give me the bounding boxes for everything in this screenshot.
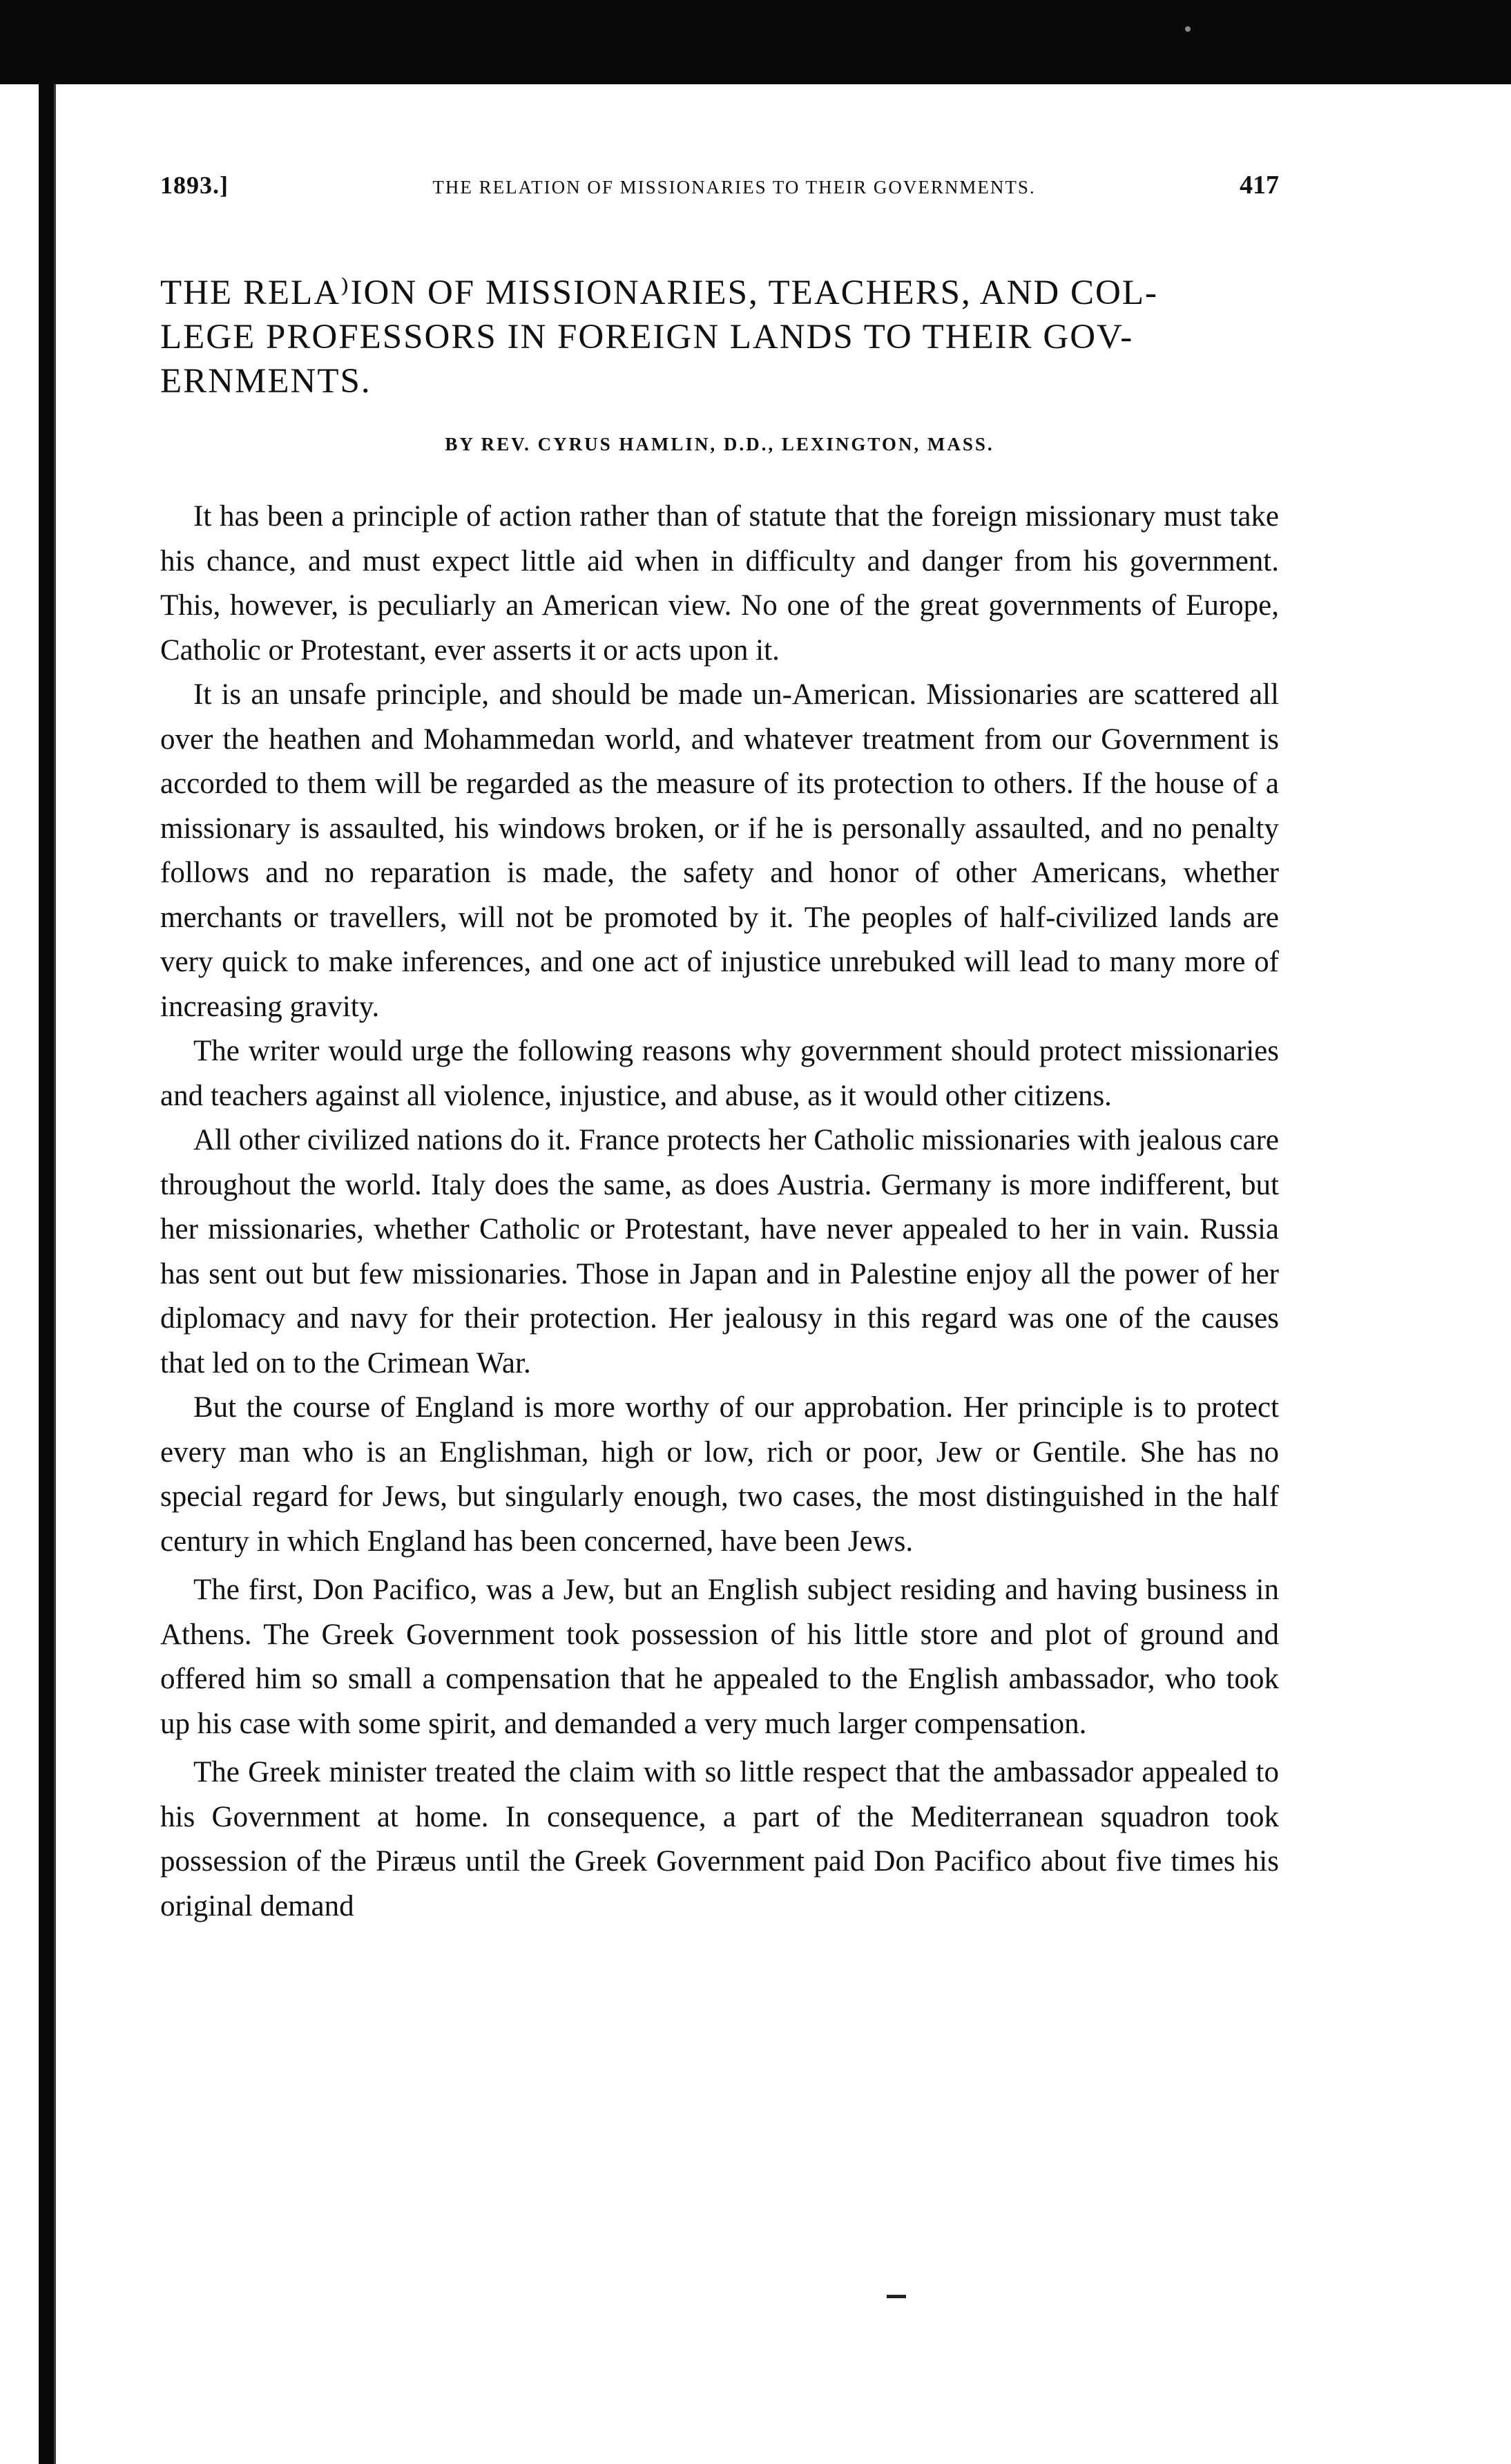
ink-mark: [887, 2295, 906, 2298]
byline: BY REV. CYRUS HAMLIN, D.D., LEXINGTON, MASS.: [445, 434, 994, 455]
running-head-year: 1893.]: [160, 171, 229, 199]
scan-left-border: [39, 84, 54, 2464]
article-title-line: LEGE PROFESSORS IN FOREIGN LANDS TO THEIR GOV-: [160, 318, 1134, 356]
body-paragraph: It has been a principle of action rather than of statute that the foreign missionary must take his chance, and must expect little aid when in difficulty and danger from his government. This, however, is peculiarly an American view. No one of the great governments of Europe, Catholic or Protestant, ever asserts it or acts upon it.: [160, 500, 1279, 667]
article-title-line: ERNMENTS.: [160, 362, 372, 401]
body-paragraph: But the course of England is more worthy of our approbation. Her principle is to protect every man who is an Englishman, high or low, rich or poor, Jew or Gentile. She has no special regard for Jews, but singularly enough, two cases, the most distinguished in the half century in which England has been concerned, have been Jews.: [160, 1391, 1279, 1558]
body-paragraph: The Greek minister treated the claim with so little respect that the ambassador appealed to his Government at home. In consequence, a part of the Mediterranean squadron took possession of the Piræus until the Greek Government paid Don Pacifico about five times his original demand: [160, 1756, 1279, 1922]
article-title: [160, 271, 1279, 403]
running-head: [160, 170, 1279, 204]
running-head-title: THE RELATION OF MISSIONARIES TO THEIR GOVERNMENTS.: [432, 177, 1036, 198]
scan-left-border-edge: [54, 84, 56, 2464]
document-page: [160, 0, 1279, 2464]
article-body: [160, 495, 1279, 1929]
body-paragraph: All other civilized nations do it. France protects her Catholic missionaries with jealous care throughout the world. Italy does the same, as does Austria. Germany is more indifferent, but her missionaries, whether Catholic or Protestant, have never appealed to her in vain. Russia has sent out but few missionaries. Those in Japan and in Palestine enjoy all the power of her diplomacy and navy for their protection. Her jealousy in this regard was one of the causes that led on to the Crimean War.: [160, 1124, 1279, 1379]
article-title-line: THE RELA⁾ION OF MISSIONARIES, TEACHERS, AND COL-: [160, 274, 1158, 312]
body-paragraph: The first, Don Pacifico, was a Jew, but an English subject residing and having business in Athens. The Greek Government took possession of his little store and plot of ground and offered him so small a compensation that he appealed to the English ambassador, who took up his case with some spirit, and demanded a very much larger compensation.: [160, 1574, 1279, 1740]
page-number: 417: [1240, 171, 1279, 200]
body-paragraph: The writer would urge the following reasons why government should protect missionaries and teachers against all violence, injustice, and abuse, as it would other citizens.: [160, 1035, 1279, 1112]
body-paragraph: It is an unsafe principle, and should be made un-American. Missionaries are scattered all over the heathen and Mohammedan world, and whatever treatment from our Government is accorded to them will be regarded as the measure of its protection to others. If the house of a missionary is assaulted, his windows broken, or if he is personally assaulted, and no penalty follows and no reparation is made, the safety and honor of other Americans, whether merchants or travellers, will not be promoted by it. The peoples of half-civilized lands are very quick to make inferences, and one act of injustice unrebuked will lead to many more of increasing gravity.: [160, 678, 1279, 1023]
